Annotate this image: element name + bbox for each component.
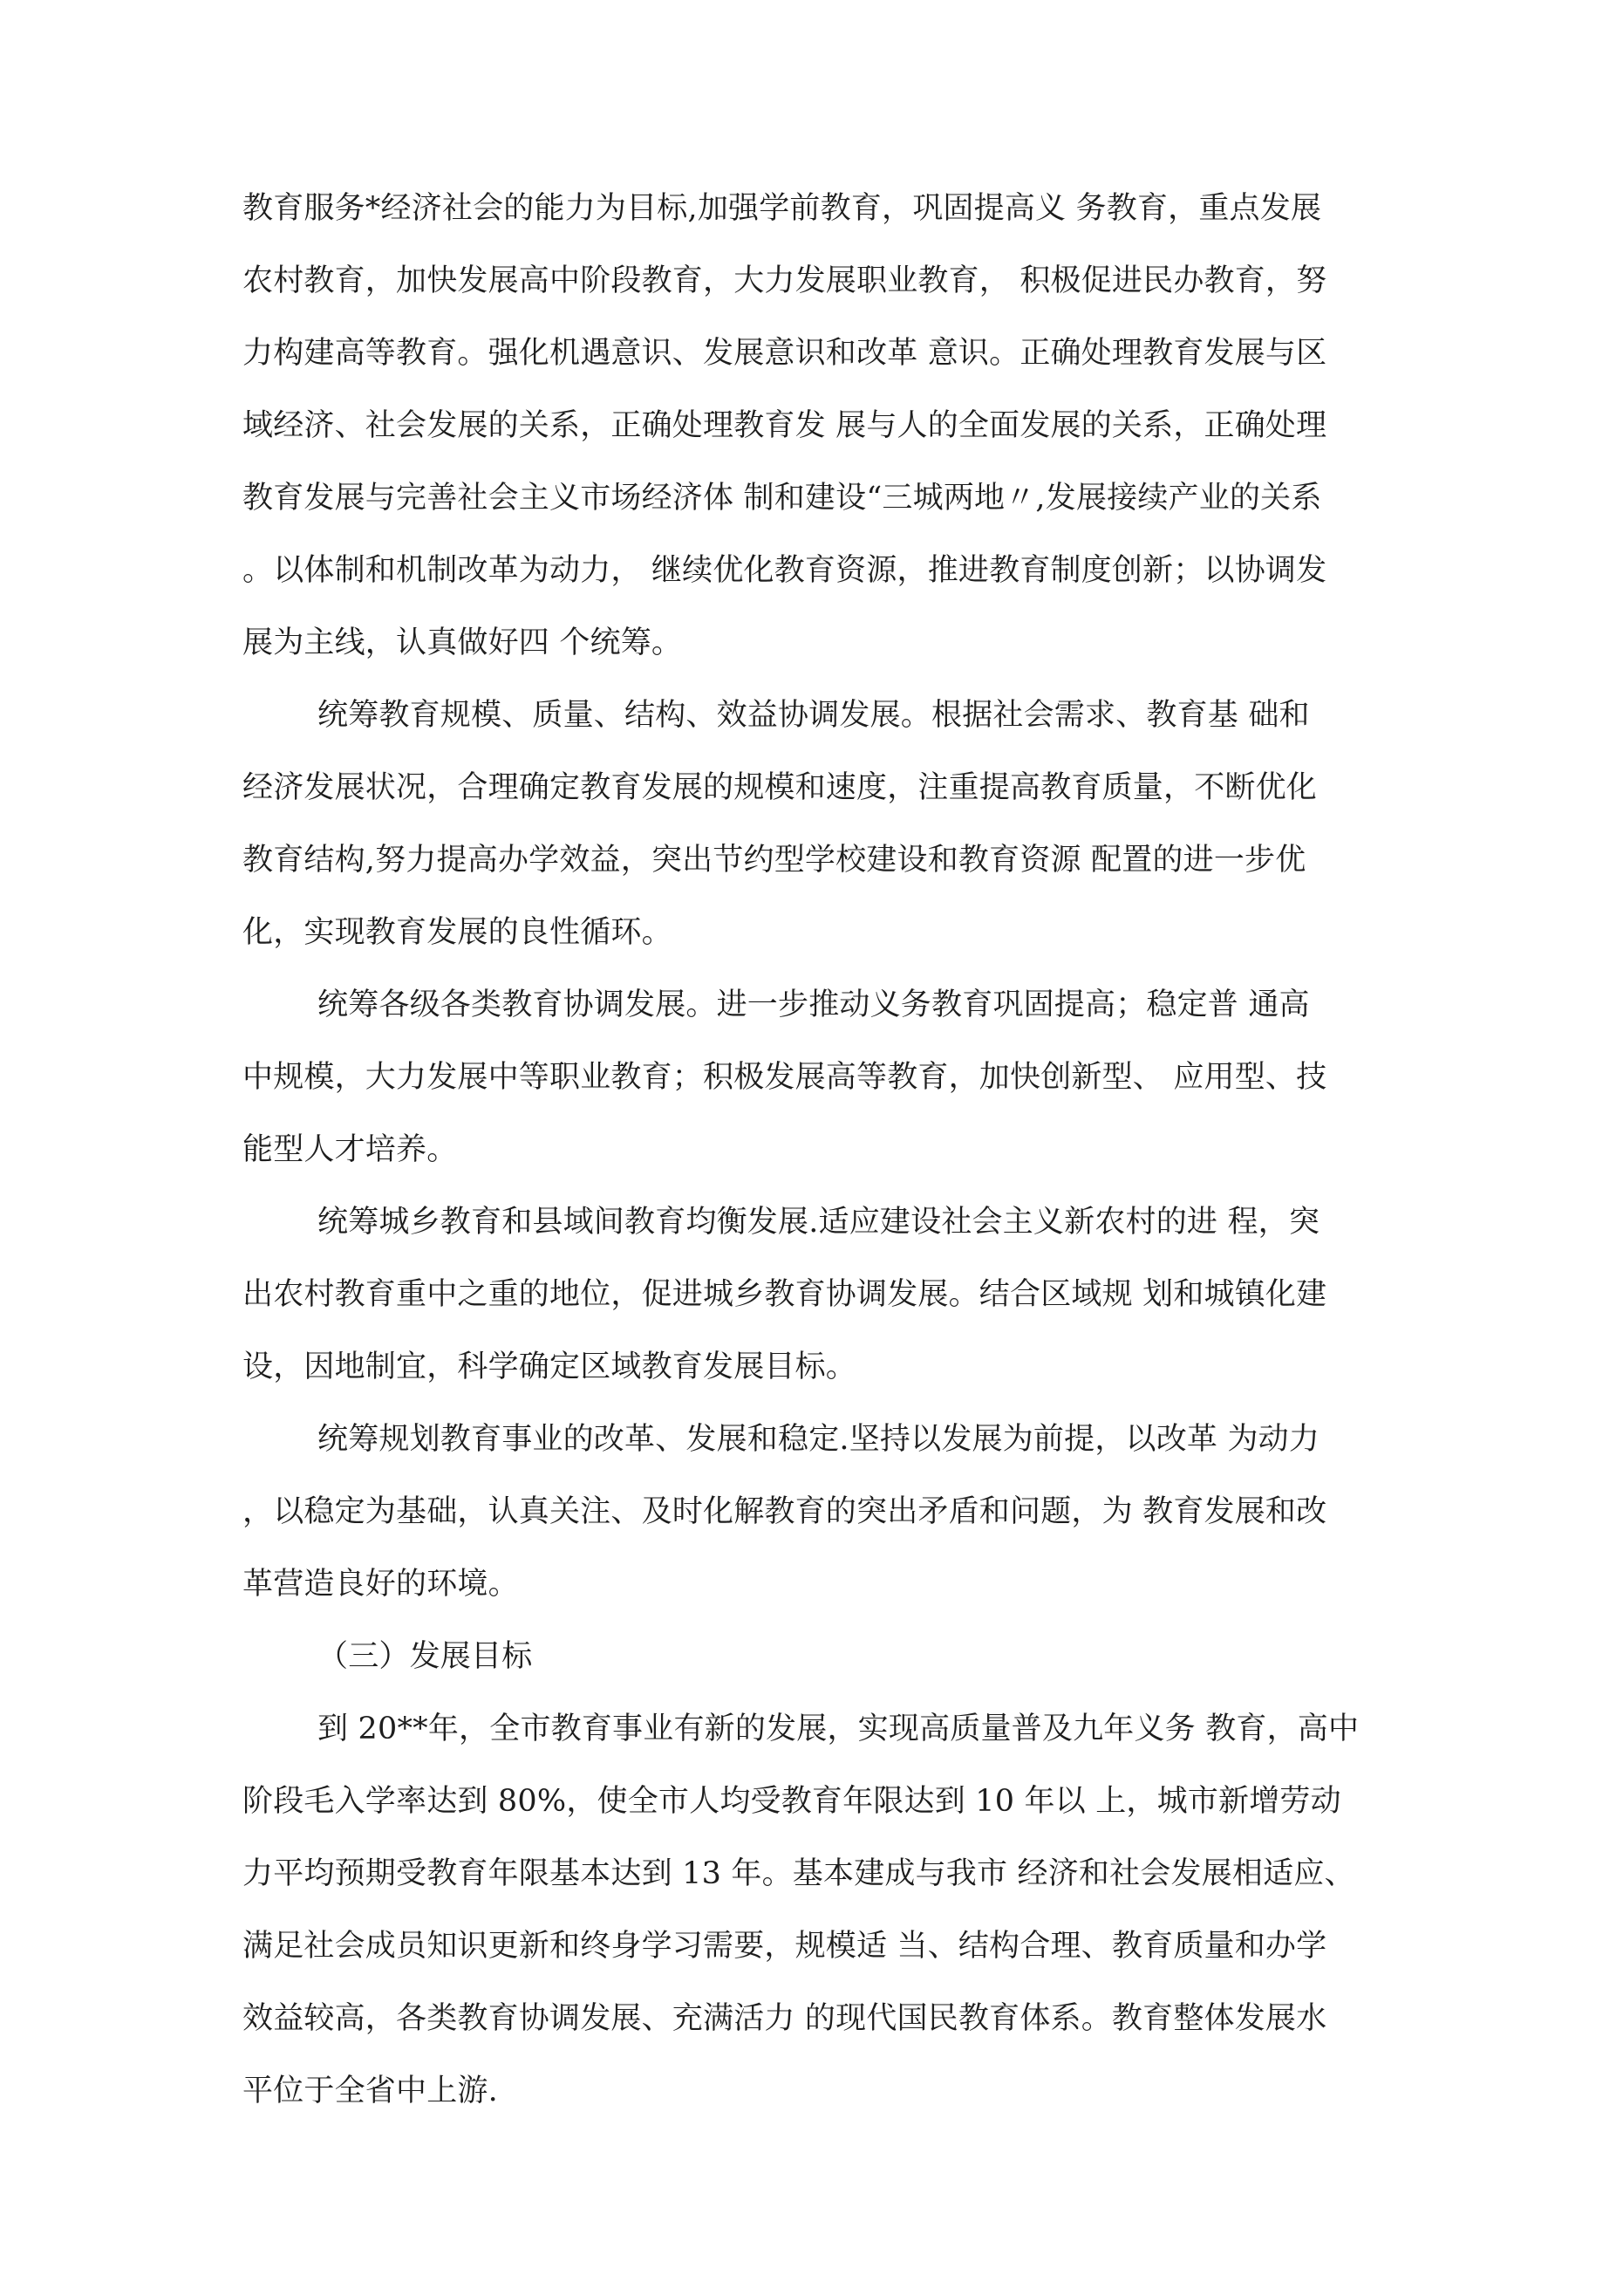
text-line: 化，实现教育发展的良性循环。	[242, 915, 672, 950]
text-line: 满足社会成员知识更新和终身学习需要，规模适 当、结构合理、教育质量和办学	[242, 1929, 1327, 1964]
paragraph-first-line: 统筹教育规模、质量、结构、效益协调发展。根据社会需求、教育基 础和	[317, 698, 1310, 733]
text-line: 平位于全省中上游.	[242, 2074, 498, 2108]
text-line: 教育服务*经济社会的能力为目标,加强学前教育，巩固提高义 务教育，重点发展	[242, 191, 1322, 226]
text-line: 教育结构,努力提高办学效益，突出节约型学校建设和教育资源 配置的进一步优	[242, 843, 1306, 878]
text-line: 出农村教育重中之重的地位，促进城乡教育协调发展。结合区域规 划和城镇化建	[242, 1277, 1327, 1312]
text-line: 域经济、社会发展的关系，正确处理教育发 展与人的全面发展的关系，正确处理	[242, 408, 1327, 443]
section-heading: （三）发展目标	[317, 1639, 533, 1674]
text-line: 展为主线，认真做好四 个统筹。	[242, 625, 683, 660]
text-line: 农村教育，加快发展高中阶段教育，大力发展职业教育， 积极促进民办教育，努	[242, 263, 1327, 298]
text-line: 效益较高，各类教育协调发展、充满活力 的现代国民教育体系。教育整体发展水	[242, 2001, 1327, 2036]
text-line: 设，因地制宜，科学确定区域教育发展目标。	[242, 1350, 857, 1384]
text-line: 阶段毛入学率达到 80%，使全市人均受教育年限达到 10 年以 上，城市新增劳动	[242, 1784, 1341, 1819]
paragraph-first-line: 统筹各级各类教育协调发展。进一步推动义务教育巩固提高；稳定普 通高	[317, 987, 1310, 1022]
text-line: 力构建高等教育。强化机遇意识、发展意识和改革 意识。正确处理教育发展与区	[242, 336, 1327, 371]
text-line: ，以稳定为基础，认真关注、及时化解教育的突出矛盾和问题，为 教育发展和改	[242, 1494, 1327, 1529]
paragraph-first-line: 到 20**年，全市教育事业有新的发展，实现高质量普及九年义务 教育，高中	[317, 1712, 1360, 1746]
text-line: 能型人才培养。	[242, 1132, 458, 1167]
text-line: 力平均预期受教育年限基本达到 13 年。基本建成与我市 经济和社会发展相适应、	[242, 1856, 1355, 1891]
text-line: 经济发展状况，合理确定教育发展的规模和速度，注重提高教育质量，不断优化	[242, 770, 1318, 805]
text-line: 中规模，大力发展中等职业教育；积极发展高等教育，加快创新型、 应用型、技	[242, 1060, 1327, 1095]
text-line: 。以体制和机制改革为动力， 继续优化教育资源，推进教育制度创新；以协调发	[242, 553, 1327, 588]
text-line: 教育发展与完善社会主义市场经济体 制和建设“三城两地〃,发展接续产业的关系	[242, 481, 1322, 516]
paragraph-first-line: 统筹城乡教育和县域间教育均衡发展.适应建设社会主义新农村的进 程，突	[317, 1205, 1320, 1240]
paragraph-first-line: 统筹规划教育事业的改革、发展和稳定.坚持以发展为前提，以改革 为动力	[317, 1422, 1320, 1457]
text-line: 革营造良好的环境。	[242, 1567, 519, 1602]
